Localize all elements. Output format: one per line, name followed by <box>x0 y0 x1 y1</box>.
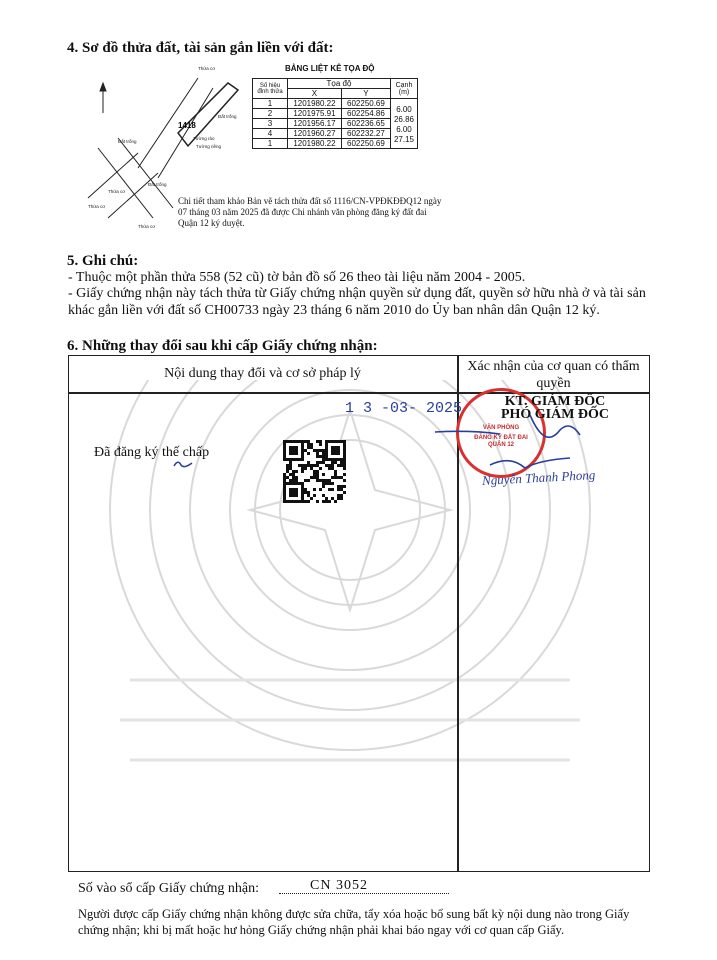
map-label: Đất trống <box>118 139 137 144</box>
map-reference-note: Chi tiết tham khảo Bản vẽ tách thửa đất số 1116/CN-VPĐKĐĐQ12 ngày 07 tháng 03 năm 2025 đã được Chi nhánh văn phòng đăng ký đất đai Quận 12 ký duyệt. <box>178 196 442 228</box>
col-coord: Tọa độ <box>288 79 391 89</box>
section4-title: 4. Sơ đồ thửa đất, tài sản gắn liền với đất: <box>67 40 334 56</box>
map-label: Thửa cơ <box>108 189 126 194</box>
cell-y: 602250.69 <box>341 99 390 109</box>
cell-y: 602232.27 <box>341 129 390 139</box>
col-y: Y <box>341 89 390 99</box>
cell-y: 602254.86 <box>341 109 390 119</box>
cell-edges <box>390 99 417 149</box>
map-label: Thửa cơ <box>88 204 106 209</box>
section5-title: 5. Ghi chú: <box>67 253 139 269</box>
cell-x: 1201956.17 <box>288 119 342 129</box>
map-label: Đất trống <box>218 114 237 119</box>
signer-name: Nguyễn Thanh Phong <box>481 467 596 488</box>
coordinate-table-title: BẢNG LIỆT KÊ TỌA ĐỘ <box>285 64 375 73</box>
map-label: Đất trống <box>148 182 167 187</box>
cell-point: 1 <box>253 139 288 149</box>
cell-x: 1201980.22 <box>288 139 342 149</box>
table-row <box>253 99 418 109</box>
cell-x: 1201975.91 <box>288 109 342 119</box>
seal-outer-text: ĐĂNG KÝ ĐẤT ĐAI QUẬN 12 <box>474 435 528 448</box>
cell-point: 3 <box>253 119 288 129</box>
map-label: Thửa cơ <box>198 66 216 71</box>
authority-title-1: KT. GIÁM ĐỐC <box>504 394 606 409</box>
register-label: Số vào sổ cấp Giấy chứng nhận: <box>78 881 259 896</box>
cell-point: 2 <box>253 109 288 119</box>
section6-title: 6. Những thay đổi sau khi cấp Giấy chứng nhận: <box>67 338 378 354</box>
column-header-right: Xác nhận của cơ quan có thẩm quyền <box>467 359 640 391</box>
map-parcel-label: 1418 <box>178 121 196 130</box>
edge-value: 26.86 <box>393 115 414 124</box>
cell-x: 1201960.27 <box>288 129 342 139</box>
change-entry: Đã đăng ký thế chấp <box>94 445 210 460</box>
register-value: CN 3052 <box>310 878 368 893</box>
coordinate-table <box>252 78 418 149</box>
note-line-2: - Giấy chứng nhận này tách thửa từ Giấy chứng nhận quyền sử dụng đất, quyền sở hữu nhà ở và tài sản khác gắn liền với đất số CH00733 ngày 23 tháng 6 năm 2010 do Ủy ban nhân dân Quận 12 ký. <box>68 286 646 318</box>
initial-mark <box>172 457 194 471</box>
map-label: Thửa cơ <box>138 224 156 229</box>
date-stamp: 1 3 -03- 2025 <box>345 400 463 417</box>
cell-y: 602250.69 <box>341 139 390 149</box>
footer-warning: Người được cấp Giấy chứng nhận không được sửa chữa, tẩy xóa hoặc bổ sung bất kỳ nội dung nào trong Giấy chứng nhận; khi bị mất hoặc hư hỏng Giấy chứng nhận phải khai báo ngay với cơ quan cấp Giấy. <box>78 907 630 937</box>
edge-value: 6.00 <box>396 105 412 114</box>
map-label: Tường rào <box>193 136 215 141</box>
edge-value: 27.15 <box>393 135 414 144</box>
note-line-1: - Thuộc một phần thửa 558 (52 cũ) tờ bản đồ số 26 theo tài liệu năm 2004 - 2005. <box>68 270 526 285</box>
col-edge: Cạnh (m) <box>390 79 417 99</box>
map-label: Tường riêng <box>196 144 221 149</box>
qr-code <box>283 440 346 503</box>
cell-point: 1 <box>253 99 288 109</box>
column-header-left: Nội dung thay đổi và cơ sở pháp lý <box>164 366 361 381</box>
cell-x: 1201980.22 <box>288 99 342 109</box>
col-x: X <box>288 89 342 99</box>
seal-inner-text: VĂN PHÒNG <box>482 425 520 431</box>
authority-title-2: PHÓ GIÁM ĐỐC <box>500 407 610 422</box>
col-point: Số hiệu đỉnh thửa <box>253 79 288 99</box>
edge-value: 6.00 <box>396 125 412 134</box>
cell-point: 4 <box>253 129 288 139</box>
cell-y: 602236.65 <box>341 119 390 129</box>
